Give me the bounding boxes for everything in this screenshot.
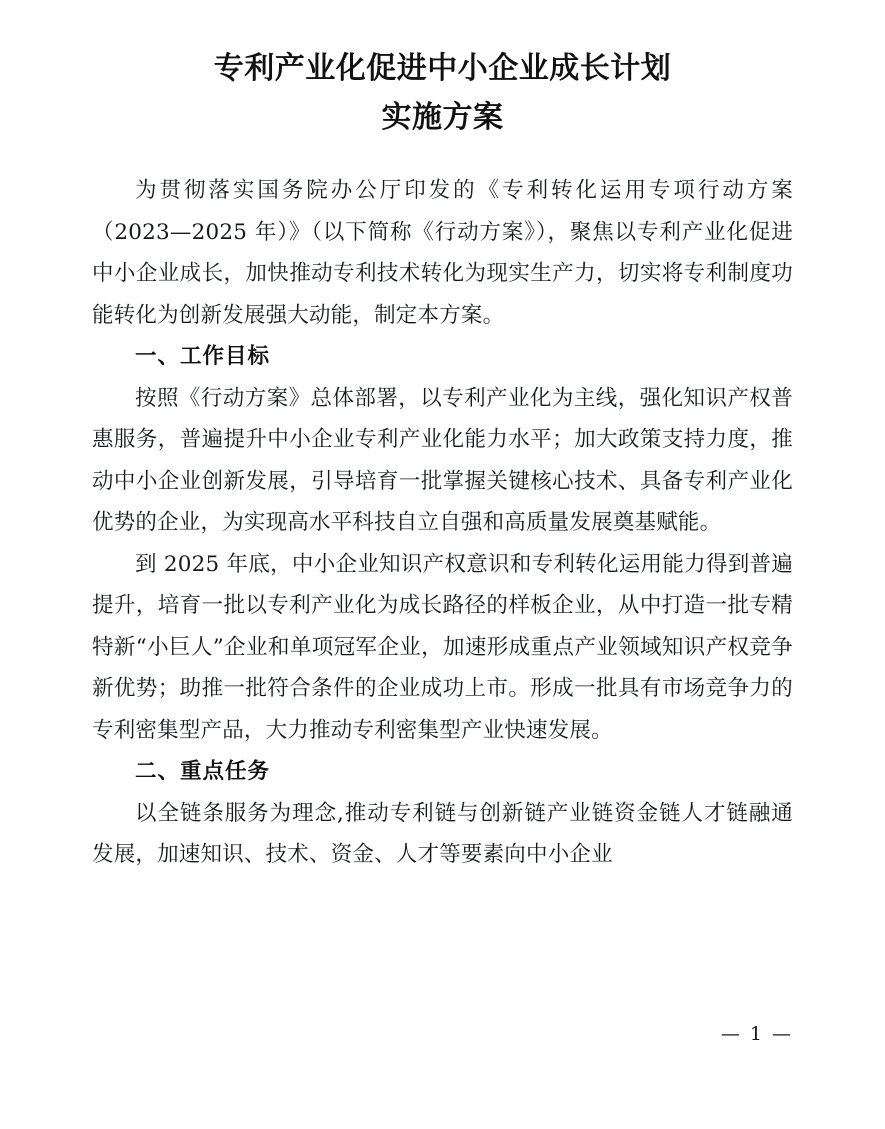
heading-section-one: 一、工作目标 xyxy=(135,344,271,369)
title-line-1: 专利产业化促进中小企业成长计划 xyxy=(213,51,672,86)
paragraph-intro: 为贯彻落实国务院办公厅印发的《专利转化运用专项行动方案（2023—2025 年）》（以下简称《行动方案》），聚焦以专利产业化促进中小企业成长，加快推动专利技术转化为现实生产力，切实将专利制度功能转化为创新发展强大动能，制定本方案。 xyxy=(92,178,793,328)
title-line-2: 实施方案 xyxy=(381,100,504,135)
page-number: — 1 — xyxy=(720,1023,793,1045)
page-title xyxy=(92,38,793,142)
paragraph-goal-two: 到 2025 年底，中小企业知识产权意识和专利转化运用能力得到普遍提升，培育一批以专利产业化为成长路径的样板企业，从中打造一批专精特新“小巨人”企业和单项冠军企业，加速形成重点产业领域知识产权竞争新优势；助推一批符合条件的企业成功上市。形成一批具有市场竞争力的专利密集型产品，大力推动专利密集型产业快速发展。 xyxy=(92,551,793,743)
document-body xyxy=(92,170,793,876)
paragraph-goal-one: 按照《行动方案》总体部署，以专利产业化为主线，强化知识产权普惠服务，普遍提升中小企业专利产业化能力水平；加大政策支持力度，推动中小企业创新发展，引导培育一批掌握关键核心技术、具备专利产业化优势的企业，为实现高水平科技自立自强和高质量发展奠基赋能。 xyxy=(92,385,793,535)
paragraph-task-intro: 以全链条服务为理念,推动专利链与创新链产业链资金链人才链融通发展，加速知识、技术、资金、人才等要素向中小企业 xyxy=(92,800,793,867)
heading-section-two: 二、重点任务 xyxy=(135,759,271,784)
